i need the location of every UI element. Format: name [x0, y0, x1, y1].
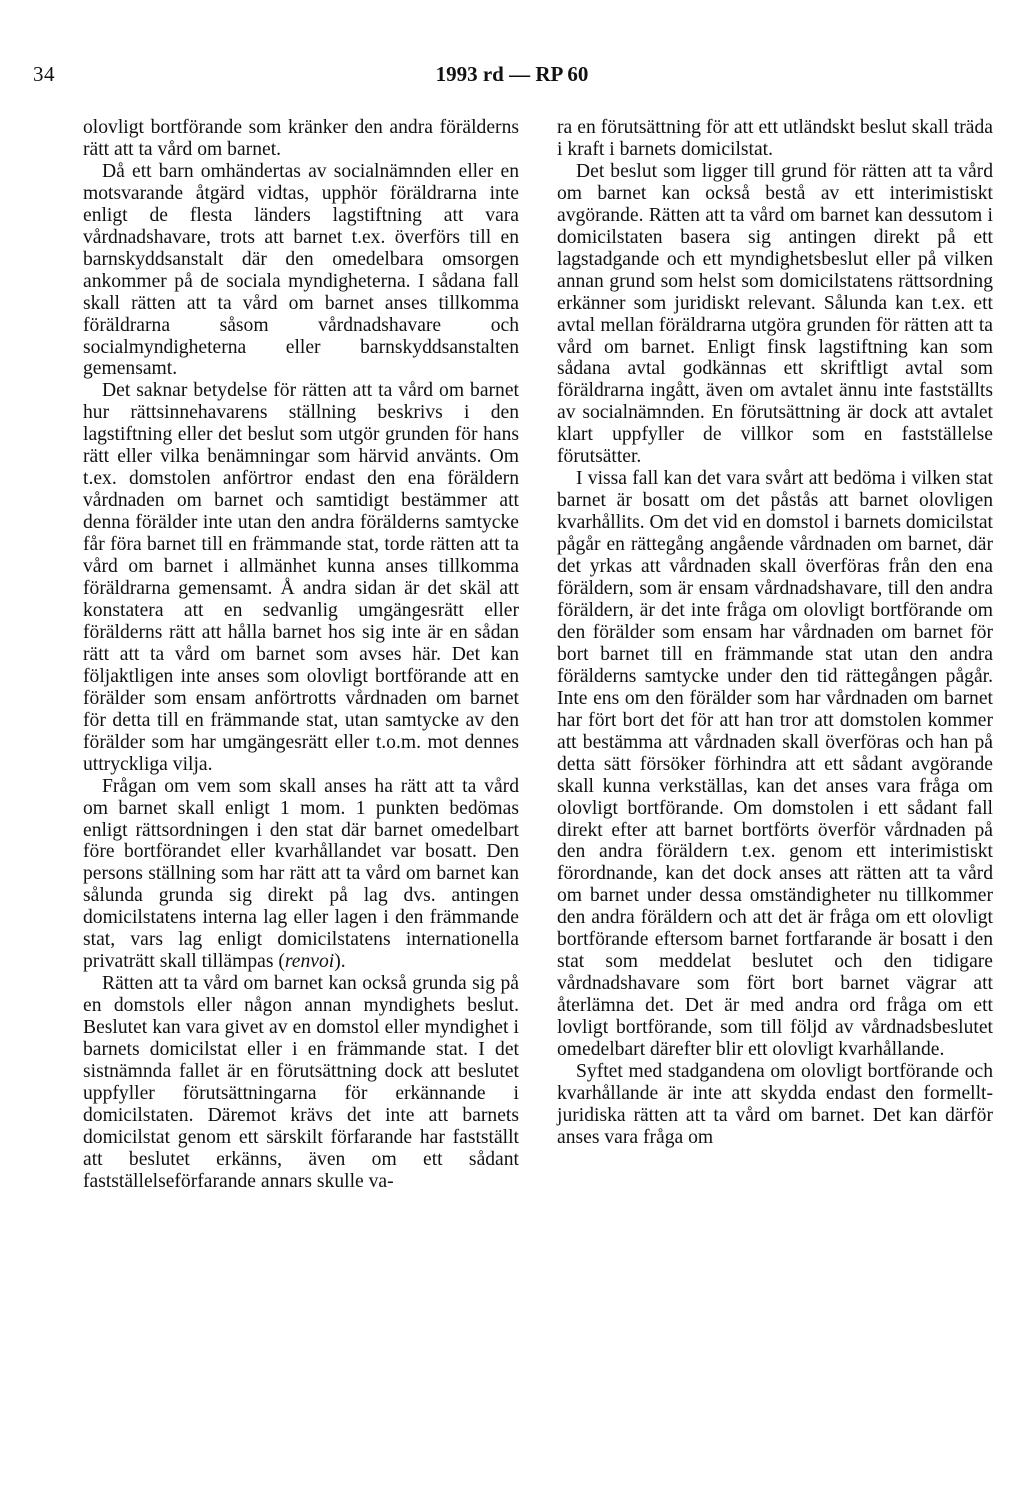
right-paragraph-4: Syftet med stadgandena om olovligt bortförande och kvarhållande är inte att skydda endast den formellt-juridiska rätten att ta vård om barnet. Det kan därför anses vara fråga om [557, 1060, 993, 1148]
page-number: 34 [33, 62, 55, 86]
right-paragraph-2: Det beslut som ligger till grund för rätten att ta vård om barnet kan också bestå av ett interimistiskt avgörande. Rätten att ta vård om barnet kan dessutom i domicilstaten basera sig antingen direkt på ett lagstadgande och ett myndighetsbeslut eller på vilken annan grund som helst som domicilstatens rättsordning erkänner som juridiskt relevant. Sålunda kan t.ex. ett avtal mellan föräldrarna utgöra grunden för rätten att ta vård om barnet. Enligt finsk lagstiftning kan som sådana avtal godkännas ett skriftligt avtal som föräldrarna ingått, även om avtalet ännu inte fastställts av socialnämnden. En förutsättning är dock att avtalet klart uppfyller de villkor som en fastställelse förutsätter. [557, 160, 993, 468]
running-title: 1993 rd — RP 60 [435, 62, 589, 86]
right-column [557, 117, 993, 1149]
left-paragraph-5: Rätten att ta vård om barnet kan också grunda sig på en domstols eller någon annan myndighets beslut. Beslutet kan vara givet av en domstol eller myndighet i barnets domicilstat eller i en främmande stat. I det sistnämnda fallet är en förutsättning dock att beslutet uppfyller förutsättningarna för erkännande i domicilstaten. Däremot krävs det inte att barnets domicilstat genom ett särskilt förfarande har fastställt att beslutet erkänns, även om ett sådant fastställelseförfarande annars skulle va- [83, 973, 519, 1192]
left-paragraph-2: Då ett barn omhändertas av socialnämnden eller en motsvarande åtgärd vidtas, upphör föräldrarna inte enligt de flesta länders lagstiftning att vara vårdnadshavare, trots att barnet t.ex. överförs till en barnskyddsanstalt där den omedelbara omsorgen ankommer på de sociala myndigheterna. I sådana fall skall rätten att ta vård om barnet anses tillkomma föräldrarna såsom vårdnadshavare och socialmyndigheterna eller barnskyddsanstalten gemensamt. [83, 160, 519, 380]
left-paragraph-4: Frågan om vem som skall anses ha rätt att ta vård om barnet skall enligt 1 mom. 1 punkten bedömas enligt rättsordningen i den stat där barnet omedelbart före bortförandet eller kvarhållandet var bosatt. Den persons ställning som har rätt att ta vård om barnet kan sålunda grunda sig direkt på lag dvs. antingen domicilstatens interna lag eller lagen i den främmande stat, vars lag enligt domicilstatens internationella privaträtt skall tillämpas (renvoi). [83, 775, 519, 973]
right-paragraph-3: I vissa fall kan det vara svårt att bedöma i vilken stat barnet är bosatt om det påstås att barnet olovligen kvarhållits. Om det vid en domstol i barnets domicilstat pågår en rättegång angående vårdnaden om barnet, där det yrkas att vårdnaden skall överföras från den ena föräldern, som är ensam vårdnadshavare, till den andra föräldern, är det inte fråga om olovligt bortförande om den förälder som ensam har vårdnaden om barnet för bort barnet till en främmande stat utan den andra förälderns samtycke under den tid rättegången pågår. Inte ens om den förälder som har vårdnaden om barnet har fört bort det för att han tror att domstolen kommer att bestämma att vårdnaden skall överföras och han på detta sätt försöker förhindra att ett sådant avgörande skall kunna verkställas, kan det anses vara fråga om olovligt bortförande. Om domstolen i ett sådant fall direkt efter att barnet bortförts överför vårdnaden på den andra föräldern t.ex. genom ett interimistiskt förordnande, kan det dock anses att rätten att ta vård om barnet under dessa omständigheter nu tillkommer den andra föräldern och att det är fråga om ett olovligt bortförande eftersom barnet fortfarande är bosatt i den stat som meddelat beslutet och den tidigare vårdnadshavare som fört bort barnet vägrar att återlämna det. Det är med andra ord fråga om ett lovligt bortförande, som till följd av vårdnadsbeslutet omedelbart därefter blir ett olovligt kvarhållande. [557, 468, 993, 1061]
left-column [83, 117, 519, 1193]
right-paragraph-1: ra en förutsättning för att ett utländskt beslut skall träda i kraft i barnets domicilstat. [557, 117, 993, 160]
left-paragraph-1: olovligt bortförande som kränker den andra förälderns rätt att ta vård om barnet. [83, 117, 519, 160]
left-paragraph-3: Det saknar betydelse för rätten att ta vård om barnet hur rättsinnehavarens ställning beskrivs i den lagstiftning eller det beslut som utgör grunden för hans rätt eller vilka benämningar som härvid använts. Om t.ex. domstolen anförtror endast den ena föräldern vårdnaden om barnet och samtidigt bestämmer att denna förälder inte utan den andra förälderns samtycke får föra barnet till en främmande stat, torde rätten att ta vård om barnet i allmänhet kunna anses tillkomma föräldrarna gemensamt. Å andra sidan är det skäl att konstatera att en sedvanlig umgängesrätt eller förälderns rätt att hålla barnet hos sig inte är en sådan rätt att ta vård om barnet som avses här. Det kan följaktligen inte anses som olovligt bortförande att en förälder som ensam anförtrotts vårdnaden om barnet för detta till en främmande stat, utan samtycke av den förälder som har umgängesrätt eller t.o.m. mot dennes uttryckliga vilja. [83, 380, 519, 775]
